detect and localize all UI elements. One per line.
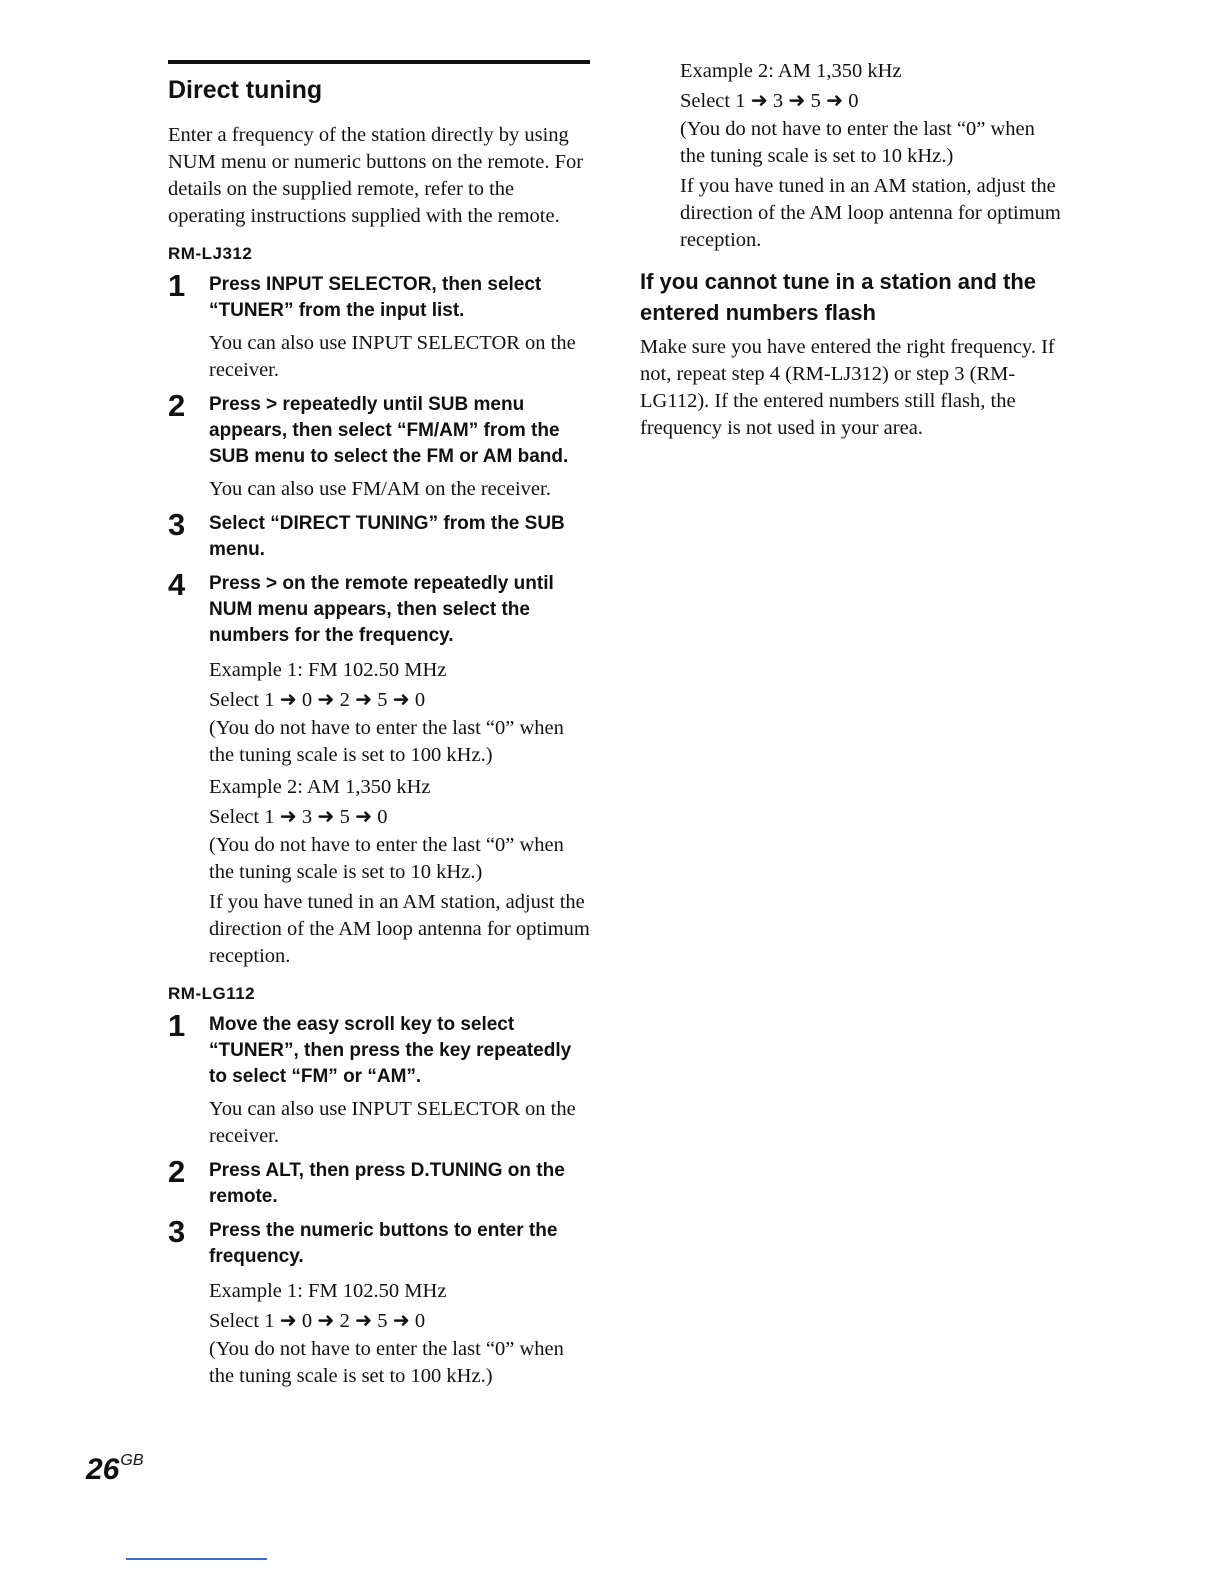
troubleshoot-heading: If you cannot tune in a station and the entered numbers flash bbox=[640, 269, 1037, 325]
intro-paragraph: Enter a frequency of the station directly by using NUM menu or numeric buttons on the remote. For details on the supplied remote, refer to the operating instructions supplied with the remote. bbox=[168, 124, 584, 227]
am-antenna-note: If you have tuned in an AM station, adjust the direction of the AM loop antenna for optimum reception. bbox=[680, 175, 1061, 251]
model-label-rm-lj312: RM-LJ312 bbox=[168, 244, 253, 263]
footer-line bbox=[126, 1558, 267, 1560]
step-number: 2 bbox=[168, 388, 186, 423]
example-1-label: Example 1: FM 102.50 MHz bbox=[209, 1280, 447, 1302]
troubleshoot-body: Make sure you have entered the right frequency. If not, repeat step 4 (RM-LJ312) or step 3 (RM-LG112). If the entered numbers still flash, the frequency is not used in your area. bbox=[640, 336, 1055, 439]
step-heading: Select “DIRECT TUNING” from the SUB menu. bbox=[209, 513, 565, 560]
step-heading: Press the numeric buttons to enter the frequency. bbox=[209, 1220, 558, 1267]
step-2-lj312 bbox=[168, 388, 590, 503]
page-title: Direct tuning bbox=[168, 76, 323, 104]
model-label-rm-lg112: RM-LG112 bbox=[168, 984, 256, 1003]
page-number-suffix: GB bbox=[120, 1452, 144, 1469]
example-1-label: Example 1: FM 102.50 MHz bbox=[209, 659, 447, 681]
left-column bbox=[168, 60, 590, 1393]
step-heading: Move the easy scroll key to select “TUNER”, then press the key repeatedly to select “FM” or “AM”. bbox=[209, 1014, 572, 1087]
example-2-note: (You do not have to enter the last “0” when the tuning scale is set to 10 kHz.) bbox=[680, 118, 1035, 167]
step-heading: Press ALT, then press D.TUNING on the remote. bbox=[209, 1160, 565, 1207]
example-1-sequence: Select 1 ➜ 0 ➜ 2 ➜ 5 ➜ 0 bbox=[209, 1310, 426, 1332]
page-number-value: 26 bbox=[86, 1453, 120, 1486]
step-2-lg112 bbox=[168, 1154, 590, 1210]
step-body: You can also use FM/AM on the receiver. bbox=[209, 478, 551, 500]
step-number: 1 bbox=[168, 268, 186, 303]
step-heading: Press > on the remote repeatedly until NUM menu appears, then select the numbers for the frequency. bbox=[209, 573, 554, 646]
step-number: 1 bbox=[168, 1008, 186, 1043]
step-number: 3 bbox=[168, 507, 186, 542]
page-number bbox=[86, 1452, 144, 1487]
example-2-sequence: Select 1 ➜ 3 ➜ 5 ➜ 0 bbox=[209, 806, 388, 828]
step-4-lj312 bbox=[168, 567, 590, 970]
step-number: 4 bbox=[168, 567, 186, 602]
step-number: 3 bbox=[168, 1214, 186, 1249]
example-1-sequence: Select 1 ➜ 0 ➜ 2 ➜ 5 ➜ 0 bbox=[209, 689, 426, 711]
example-2-label: Example 2: AM 1,350 kHz bbox=[209, 776, 431, 798]
example-2-sequence: Select 1 ➜ 3 ➜ 5 ➜ 0 bbox=[680, 90, 859, 112]
step-heading: Press > repeatedly until SUB menu appears, then select “FM/AM” from the SUB menu to select the FM or AM band. bbox=[209, 394, 569, 467]
step-number: 2 bbox=[168, 1154, 186, 1189]
continued-step bbox=[640, 56, 1065, 254]
step-3-lj312 bbox=[168, 507, 590, 563]
example-1-note: (You do not have to enter the last “0” when the tuning scale is set to 100 kHz.) bbox=[209, 1338, 564, 1387]
example-1-note: (You do not have to enter the last “0” when the tuning scale is set to 100 kHz.) bbox=[209, 717, 564, 766]
step-body: You can also use INPUT SELECTOR on the receiver. bbox=[209, 332, 576, 381]
step-1-lj312 bbox=[168, 268, 590, 384]
example-2-note: (You do not have to enter the last “0” when the tuning scale is set to 10 kHz.) bbox=[209, 834, 564, 883]
example-2-label: Example 2: AM 1,350 kHz bbox=[680, 60, 902, 82]
step-heading: Press INPUT SELECTOR, then select “TUNER” from the input list. bbox=[209, 274, 542, 321]
step-3-lg112 bbox=[168, 1214, 590, 1390]
right-column bbox=[640, 56, 1065, 442]
am-antenna-note: If you have tuned in an AM station, adjust the direction of the AM loop antenna for optimum reception. bbox=[209, 891, 590, 967]
section-rule bbox=[168, 60, 590, 64]
step-1-lg112 bbox=[168, 1008, 590, 1150]
step-body: You can also use INPUT SELECTOR on the receiver. bbox=[209, 1098, 576, 1147]
